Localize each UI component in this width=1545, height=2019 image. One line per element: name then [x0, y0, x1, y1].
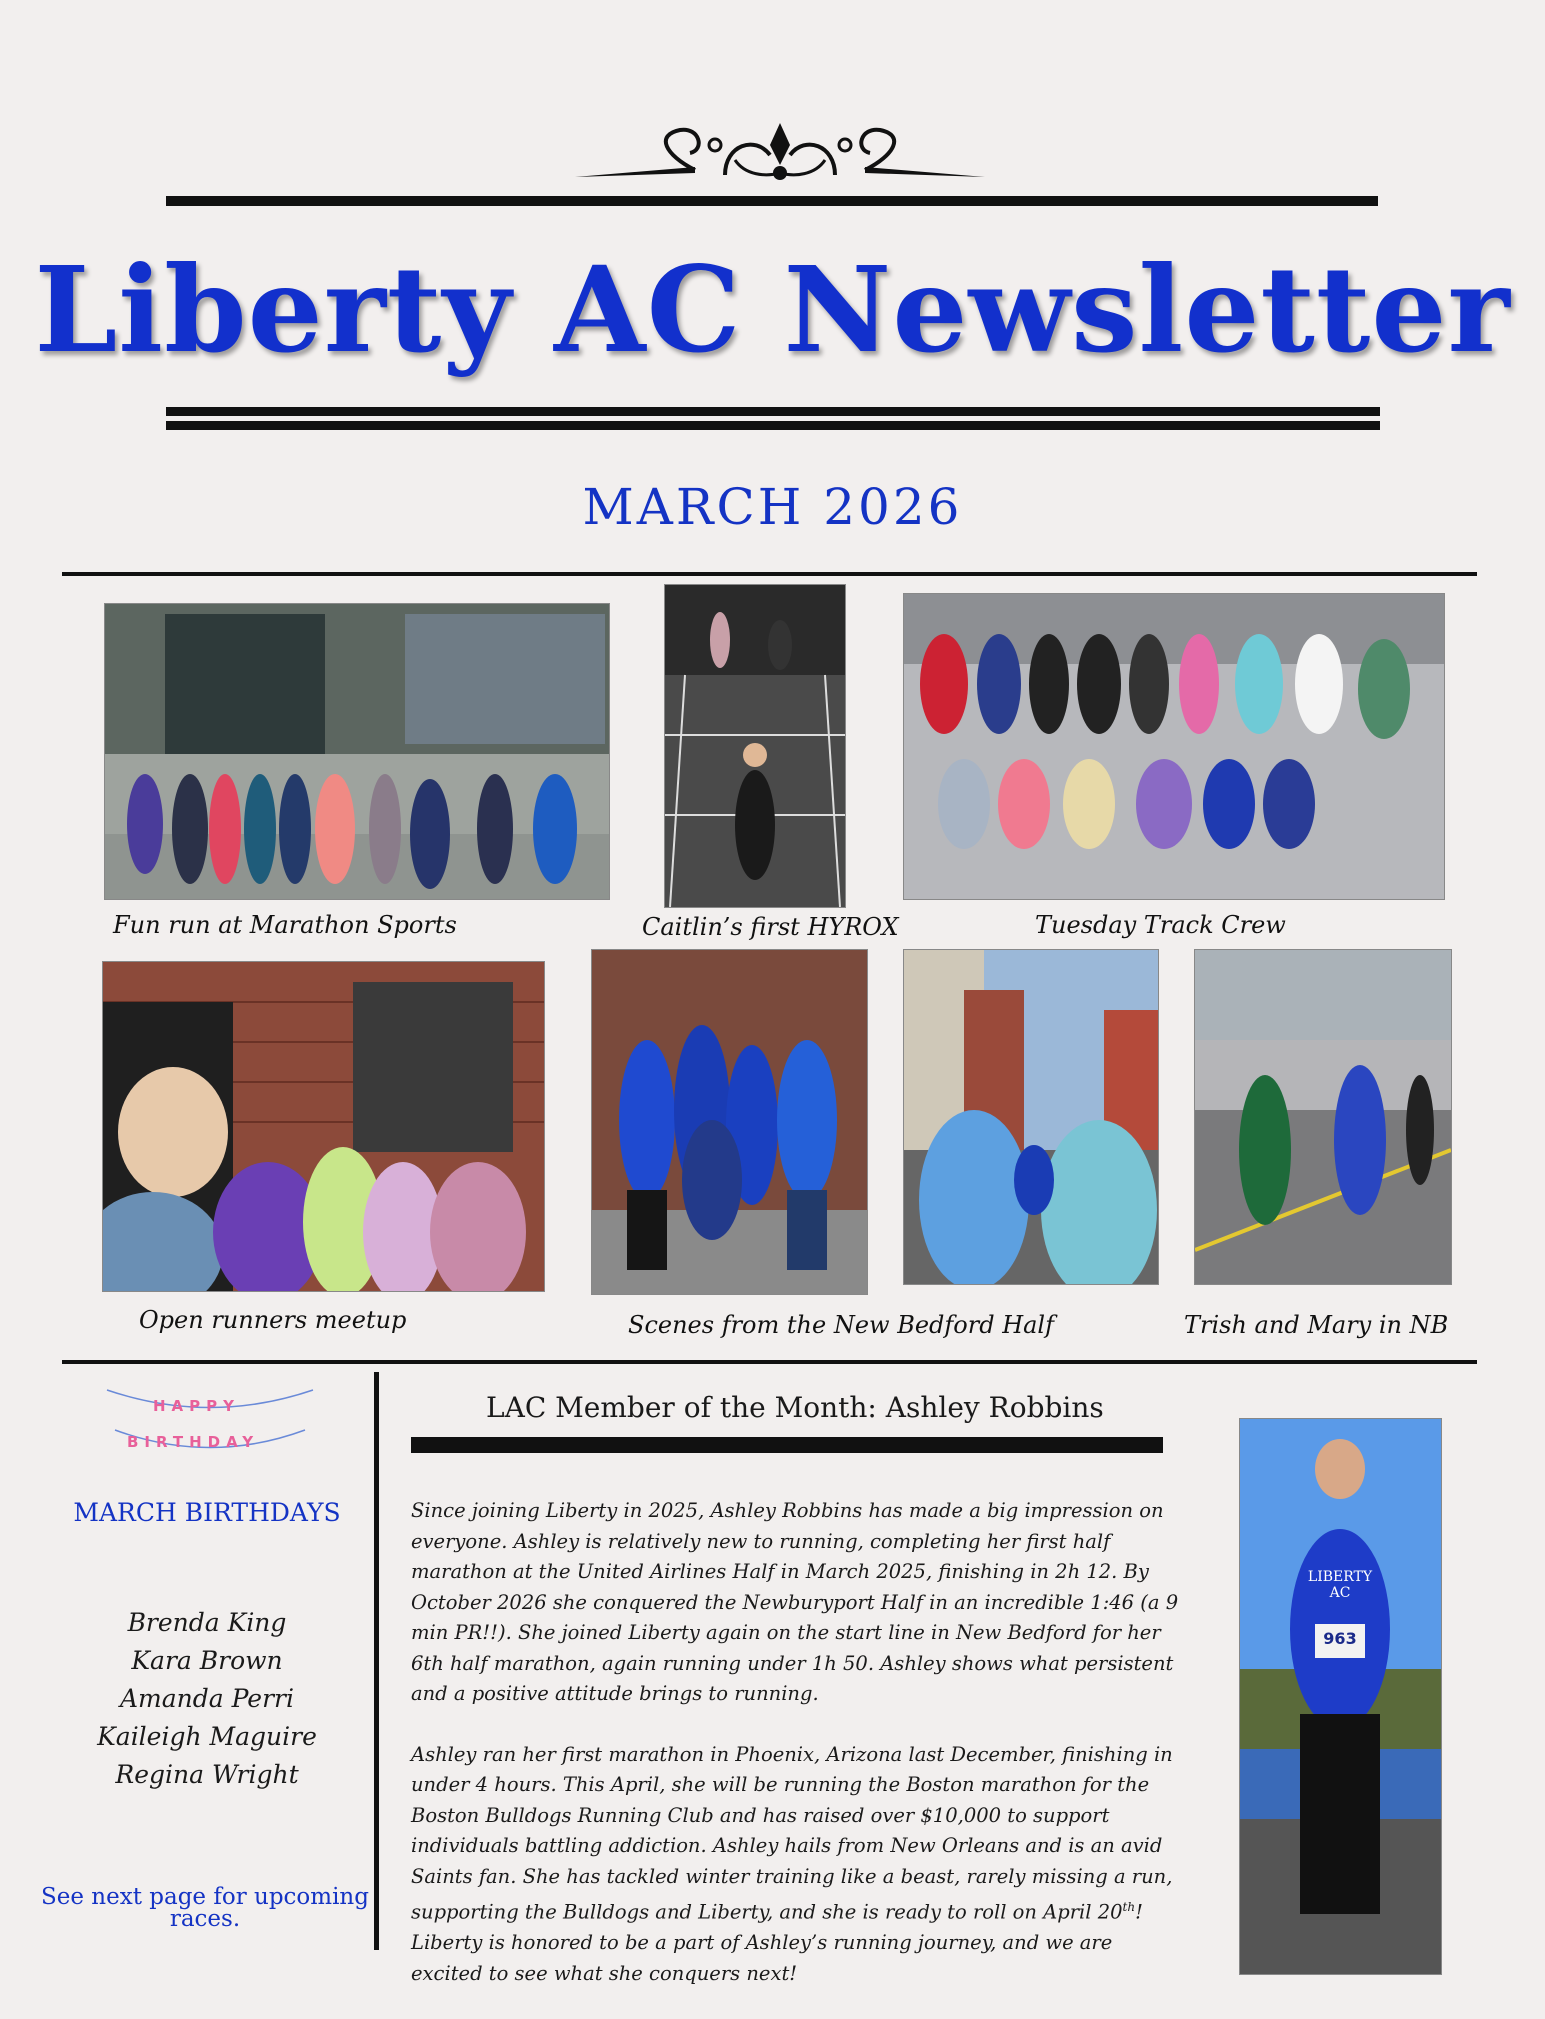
birthday-list — [62, 1604, 352, 1794]
section-divider-bottom — [62, 1360, 1477, 1364]
masthead-bottom-rule — [166, 407, 1380, 416]
caption-new-bedford: Scenes from the New Bedford Half — [628, 1311, 1054, 1339]
photo-new-bedford-group — [591, 949, 868, 1295]
banner-happy: HAPPY — [153, 1397, 241, 1415]
article-paragraph-1: Since joining Liberty in 2025, Ashley Robbins has made a big impression on everyone. Ashley is relatively new to running, completing her first half marathon at the United Airlines Half in March 2025, finishing in 2h 12. By October 2026 she conquered the Newburyport Half in an incredible 1:46 (a 9 min PR!!). She joined Liberty again on the start line in New Bedford for her 6th half marathon, again running under 1h 50. Ashley shows what persistent and a positive attitude brings to running. — [411, 1499, 1179, 1705]
issue-date: MARCH 2026 — [582, 478, 963, 536]
birthday-name: Kaileigh Maguire — [97, 1722, 317, 1751]
masthead-bottom-rule-2 — [166, 421, 1380, 430]
photo-new-bedford-start — [903, 949, 1159, 1285]
shirt-text: LIBERTY AC — [1307, 1569, 1373, 1601]
bib-number: 963 — [1323, 1629, 1357, 1648]
photo-hyrox — [664, 584, 846, 908]
masthead-top-rule — [166, 196, 1378, 206]
photo-open-meetup — [102, 961, 545, 1292]
caption-fun-run: Fun run at Marathon Sports — [113, 911, 457, 939]
banner-birthday: BIRTHDAY — [127, 1433, 260, 1451]
photo-ashley-robbins — [1239, 1418, 1442, 1975]
birthday-name: Brenda King — [127, 1608, 287, 1637]
member-of-month-title: LAC Member of the Month: Ashley Robbins — [486, 1391, 1104, 1424]
caption-trish-mary: Trish and Mary in NB — [1184, 1311, 1449, 1339]
caption-track-crew: Tuesday Track Crew — [1035, 911, 1286, 939]
caption-open-meetup: Open runners meetup — [139, 1306, 407, 1334]
caption-hyrox: Caitlin’s first HYROX — [642, 913, 899, 941]
birthday-name: Regina Wright — [115, 1760, 299, 1789]
photo-track-crew — [903, 593, 1445, 900]
birthdays-heading: MARCH BIRTHDAYS — [73, 1498, 341, 1527]
photo-fun-run — [104, 603, 610, 900]
birthday-name: Kara Brown — [131, 1646, 283, 1675]
photo-trish-mary — [1194, 949, 1452, 1285]
section-divider-top — [62, 572, 1477, 576]
happy-birthday-banner — [105, 1385, 315, 1470]
member-article — [411, 1496, 1186, 2019]
birthday-name: Amanda Perri — [119, 1684, 294, 1713]
flourish-ornament — [575, 115, 985, 195]
next-page-note: See next page for upcoming races. — [41, 1884, 369, 1932]
article-paragraph-2: Ashley ran her first marathon in Phoenix, Arizona last December, finishing in under 4 hours. This April, she will be running the Boston marathon for the Boston Bulldogs Running Club and has raised over $10,000 to support individuals battling addiction. Ashley hails from New Orleans and is an avid Saints fan. She has tackled winter training like a beast, rarely missing a run, supporting the Bulldogs and Liberty, and she is ready to roll on April 20th! Liberty is honored to be a part of Ashley’s running journey, and we are excited to see what she conquers next! — [411, 1742, 1173, 1985]
newsletter-title: Liberty AC Newsletter — [34, 240, 1511, 379]
column-divider — [374, 1372, 379, 1950]
member-title-underline — [411, 1437, 1163, 1453]
